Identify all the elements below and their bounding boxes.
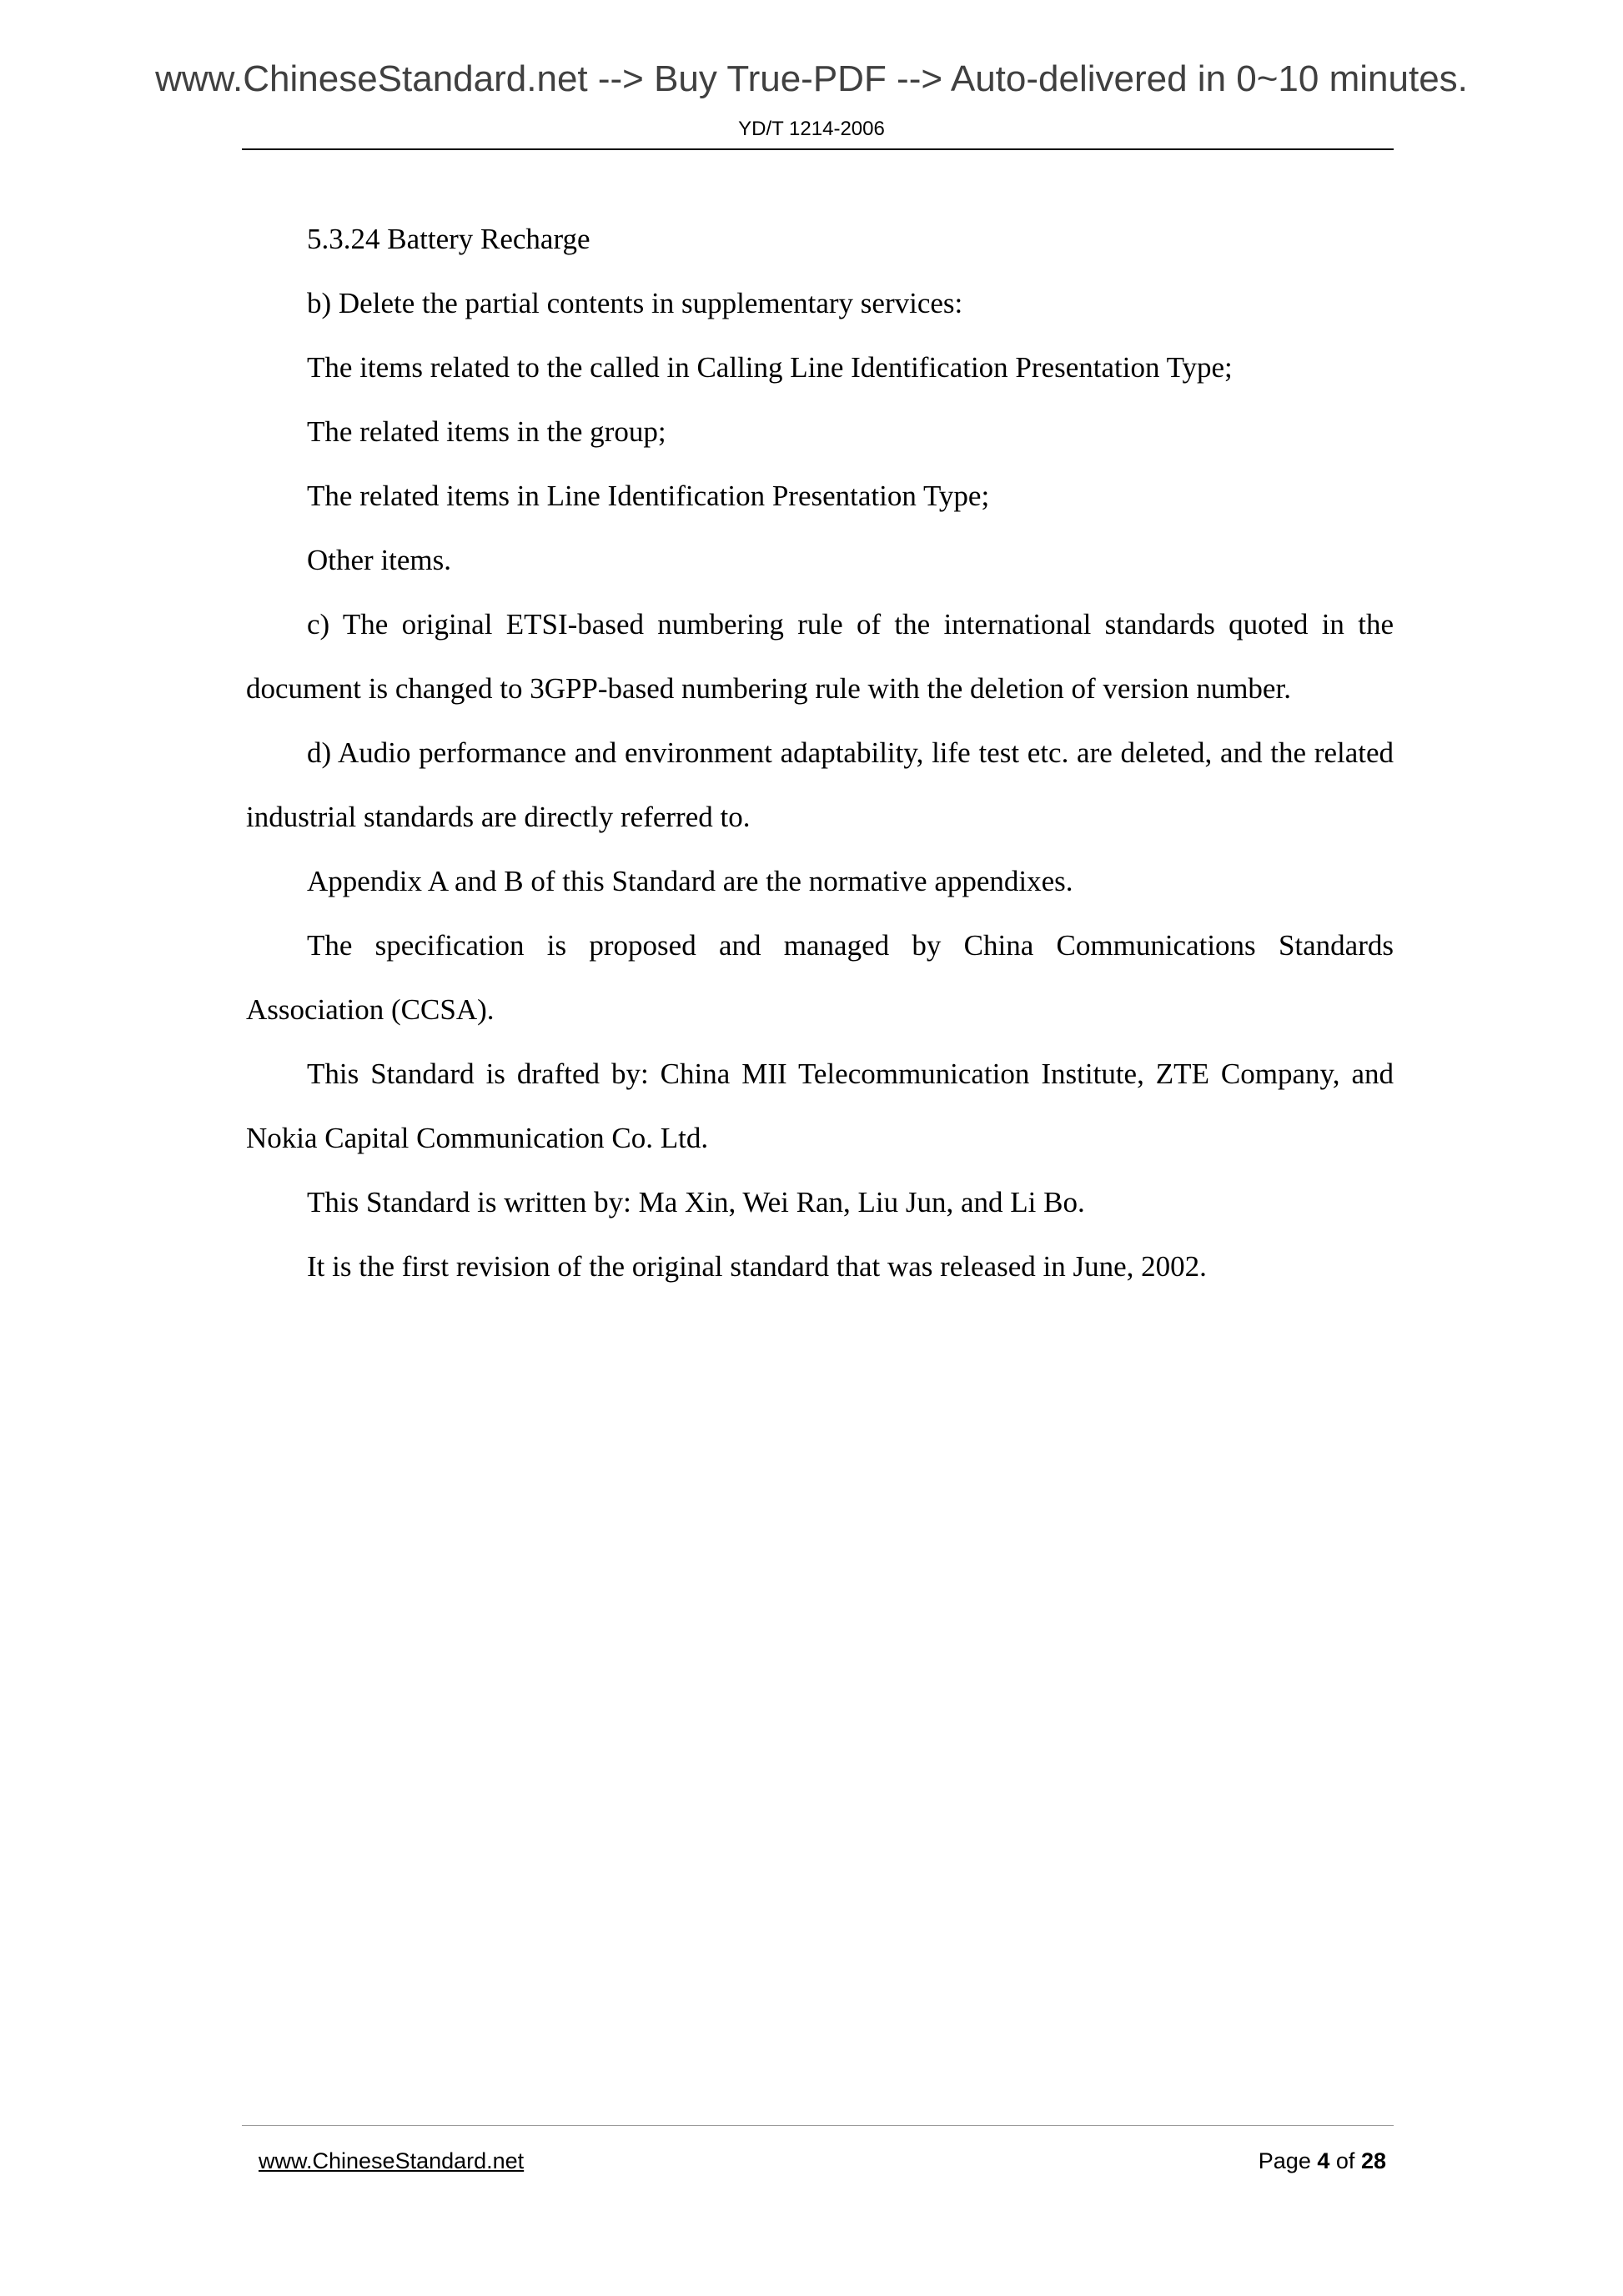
standard-code: YD/T 1214-2006 xyxy=(738,118,885,140)
paragraph-item-b: b) Delete the partial contents in supplementary services: xyxy=(307,287,963,319)
site-banner: www.ChineseStandard.net --> Buy True-PDF --> Auto-delivered in 0~10 minutes. xyxy=(155,58,1468,99)
paragraph-revision: It is the first revision of the original standard that was released in June, 2002. xyxy=(307,1250,1207,1283)
page-number xyxy=(1259,2148,1386,2174)
page-current: 4 xyxy=(1317,2148,1330,2173)
document-body xyxy=(246,207,1394,1299)
paragraph-drafted-by: This Standard is drafted by: China MII Telecommunication Institute, ZTE Company, and Nokia Capital Communication Co. Ltd. xyxy=(246,1058,1394,1154)
page-of: of xyxy=(1335,2148,1355,2173)
page-prefix: Page xyxy=(1258,2148,1311,2173)
paragraph-appendix: Appendix A and B of this Standard are the normative appendixes. xyxy=(307,865,1073,897)
section-heading-5-3-24: 5.3.24 Battery Recharge xyxy=(307,223,590,255)
paragraph-written-by: This Standard is written by: Ma Xin, Wei Ran, Liu Jun, and Li Bo. xyxy=(307,1186,1085,1218)
footer-divider xyxy=(242,2125,1394,2126)
paragraph-line-identification-items: The related items in Line Identification Presentation Type; xyxy=(307,480,990,512)
page-total: 28 xyxy=(1360,2148,1386,2173)
paragraph-calling-line-items: The items related to the called in Calling Line Identification Presentation Type; xyxy=(307,351,1233,384)
paragraph-specification: The specification is proposed and managed by China Communications Standards Association (CCSA). xyxy=(246,929,1394,1026)
footer-site-link[interactable]: www.ChineseStandard.net xyxy=(259,2148,525,2173)
paragraph-item-d: d) Audio performance and environment adaptability, life test etc. are deleted, and the related industrial standards are directly referred to. xyxy=(246,736,1394,833)
paragraph-group-items: The related items in the group; xyxy=(307,415,666,448)
header-divider xyxy=(242,148,1394,150)
paragraph-other-items: Other items. xyxy=(307,544,452,576)
paragraph-item-c: c) The original ETSI-based numbering rule of the international standards quoted in the document is changed to 3GPP-based numbering rule with the deletion of version number. xyxy=(246,608,1394,705)
